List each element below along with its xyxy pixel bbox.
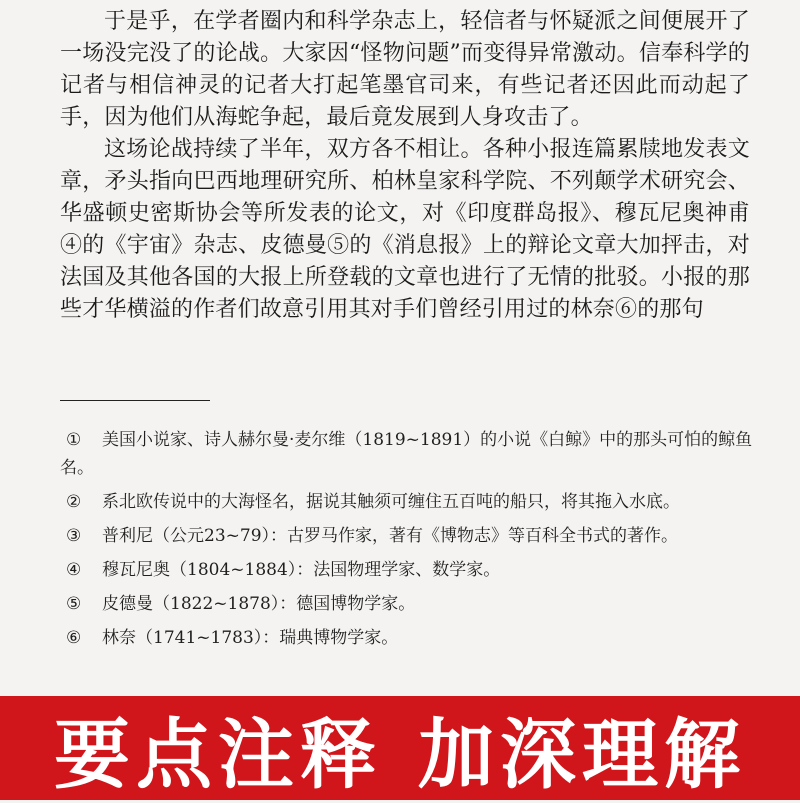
footnotes	[60, 426, 760, 658]
banner-part-1: 要点注释	[54, 709, 382, 799]
footnote-text: 皮德曼（1822~1878）：德国博物学家。	[102, 594, 416, 614]
footnote-item	[60, 556, 760, 584]
paragraph-2: 这场论战持续了半年，双方各不相让。各种小报连篇累牍地发表文章，矛头指向巴西地理研究所、柏林皇家科学院、不列颠学术研究会、华盛顿史密斯协会等所发表的论文，对《印度群岛报》、穆瓦尼奥神甫④的《宇宙》杂志、皮德曼⑤的《消息报》上的辩论文章大加抨击，对法国及其他各国的大报上所登载的文章也进行了无情的批驳。小报的那些才华横溢的作者们故意引用其对手们曾经引用过的林奈⑥的那句	[60, 137, 750, 322]
footnote-item	[60, 426, 760, 482]
footnote-text: 美国小说家、诗人赫尔曼·麦尔维（1819~1891）的小说《白鲸》中的那头可怕的鲸鱼名。	[60, 430, 753, 478]
footnote-item	[60, 590, 760, 618]
footnote-divider	[60, 400, 210, 401]
footnote-item	[60, 488, 760, 516]
banner-text	[54, 694, 746, 803]
footnote-number: ③	[66, 526, 82, 546]
footnote-number: ⑥	[66, 628, 82, 648]
paragraph-1: 于是乎，在学者圈内和科学杂志上，轻信者与怀疑派之间便展开了一场没完没了的论战。大家因“怪物问题”而变得异常激动。信奉科学的记者与相信神灵的记者大打起笔墨官司来，有些记者还因此而动起了手，因为他们从海蛇争起，最后竟发展到人身攻击了。	[60, 9, 750, 130]
footnote-text: 穆瓦尼奥（1804~1884）：法国物理学家、数学家。	[102, 560, 501, 580]
footnote-item	[60, 624, 760, 652]
footnote-text: 系北欧传说中的大海怪名，据说其触须可缠住五百吨的船只，将其拖入水底。	[102, 492, 680, 512]
promo-banner	[0, 696, 800, 800]
main-text	[60, 6, 750, 326]
footnote-number: ④	[66, 560, 82, 580]
footnote-number: ①	[66, 430, 82, 450]
footnote-item	[60, 522, 760, 550]
banner-part-2: 加深理解	[418, 709, 746, 799]
footnote-text: 林奈（1741~1783）：瑞典博物学家。	[102, 628, 399, 648]
footnote-number: ⑤	[66, 594, 82, 614]
footnote-number: ②	[66, 492, 82, 512]
footnote-text: 普利尼（公元23~79）：古罗马作家，著有《博物志》等百科全书式的著作。	[102, 526, 679, 546]
